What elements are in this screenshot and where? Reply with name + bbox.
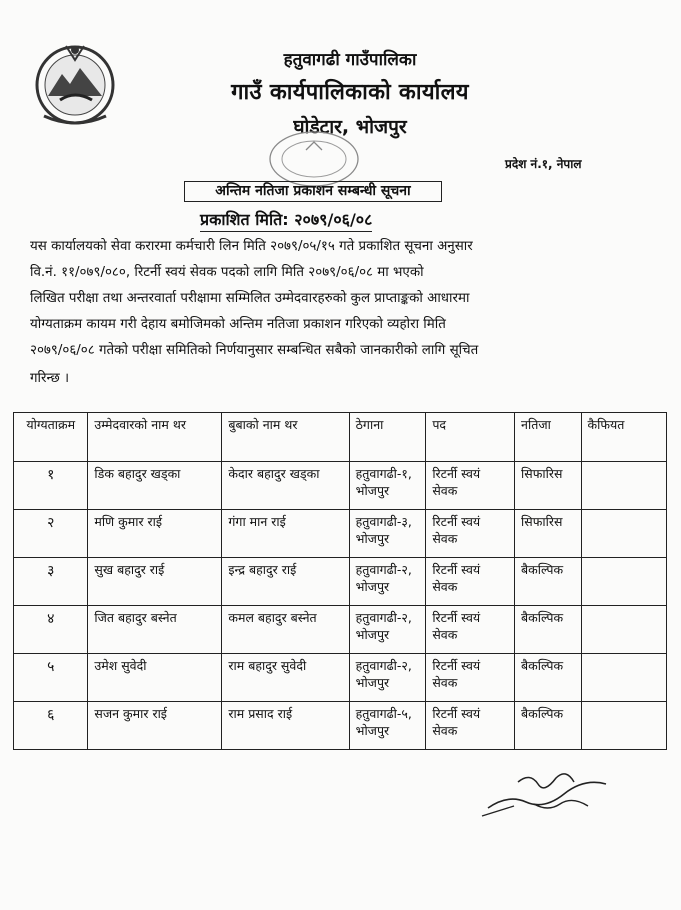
body-line: वि.नं. ११/०७९/०८०, रिटर्नी स्वयं सेवक पदको लागि मिति २०७९/०६/०८ मा भएको xyxy=(30,265,424,280)
header-remarks: कैफियत xyxy=(581,413,666,462)
body-line: लिखित परीक्षा तथा अन्तरवार्ता परीक्षामा सम्मिलित उम्मेदवारहरुको कुल प्राप्ताङ्कको आधारमा xyxy=(30,291,470,306)
remarks-cell xyxy=(581,702,666,750)
name-cell: सुख बहादुर राई xyxy=(88,558,222,606)
notice-title: अन्तिम नतिजा प्रकाशन सम्बन्धी सूचना xyxy=(184,181,442,202)
table-row xyxy=(14,702,667,750)
name-cell: सजन कुमार राई xyxy=(88,702,222,750)
rank-cell: २ xyxy=(14,510,88,558)
address-cell: हतुवागढी-२, भोजपुर xyxy=(349,606,426,654)
remarks-cell xyxy=(581,558,666,606)
office-location: घोडेटार, भोजपुर xyxy=(293,116,407,138)
post-cell: रिटर्नी स्वयं सेवक xyxy=(426,558,515,606)
table-row xyxy=(14,654,667,702)
province-label: प्रदेश नं.१, नेपाल xyxy=(505,157,582,171)
father-cell: केदार बहादुर खड्का xyxy=(222,462,349,510)
header-candidate: उम्मेदवारको नाम थर xyxy=(88,413,222,462)
remarks-cell xyxy=(581,654,666,702)
body-line: योग्यताक्रम कायम गरी देहाय बमोजिमको अन्तिम नतिजा प्रकाशन गरिएको व्यहोरा मिति xyxy=(30,317,446,332)
post-cell: रिटर्नी स्वयं सेवक xyxy=(426,702,515,750)
result-cell: सिफारिस xyxy=(515,462,581,510)
table-row xyxy=(14,606,667,654)
body-line: गरिन्छ । xyxy=(30,371,70,386)
rank-cell: १ xyxy=(14,462,88,510)
results-table xyxy=(13,412,667,750)
rank-cell: ५ xyxy=(14,654,88,702)
post-cell: रिटर्नी स्वयं सेवक xyxy=(426,654,515,702)
header-address: ठेगाना xyxy=(349,413,426,462)
nepal-emblem-icon xyxy=(30,38,120,128)
address-cell: हतुवागढी-२, भोजपुर xyxy=(349,654,426,702)
result-cell: बैकल्पिक xyxy=(515,654,581,702)
result-cell: बैकल्पिक xyxy=(515,702,581,750)
address-cell: हतुवागढी-१, भोजपुर xyxy=(349,462,426,510)
table-row xyxy=(14,462,667,510)
result-cell: सिफारिस xyxy=(515,510,581,558)
header-post: पद xyxy=(426,413,515,462)
header-rank: योग्यताक्रम xyxy=(14,413,88,462)
published-date: प्रकाशित मिति: २०७९/०६/०८ xyxy=(200,208,372,232)
post-cell: रिटर्नी स्वयं सेवक xyxy=(426,606,515,654)
municipality-name: हतुवागढी गाउँपालिका xyxy=(283,50,417,70)
remarks-cell xyxy=(581,606,666,654)
body-line: यस कार्यालयको सेवा करारमा कर्मचारी लिन मिति २०७९/०५/१५ गते प्रकाशित सूचना अनुसार xyxy=(30,239,473,254)
father-cell: राम प्रसाद राई xyxy=(222,702,349,750)
remarks-cell xyxy=(581,510,666,558)
signature-icon xyxy=(478,764,618,824)
result-cell: बैकल्पिक xyxy=(515,558,581,606)
name-cell: उमेश सुवेदी xyxy=(88,654,222,702)
rank-cell: ४ xyxy=(14,606,88,654)
table-row xyxy=(14,510,667,558)
address-cell: हतुवागढी-५, भोजपुर xyxy=(349,702,426,750)
father-cell: गंगा मान राई xyxy=(222,510,349,558)
remarks-cell xyxy=(581,462,666,510)
address-cell: हतुवागढी-३, भोजपुर xyxy=(349,510,426,558)
table-header-row xyxy=(14,413,667,462)
body-line: २०७९/०६/०८ गतेको परीक्षा समितिको निर्णयानुसार सम्बन्धित सबैको जानकारीको लागि सूचित xyxy=(30,343,479,358)
post-cell: रिटर्नी स्वयं सेवक xyxy=(426,462,515,510)
post-cell: रिटर्नी स्वयं सेवक xyxy=(426,510,515,558)
father-cell: कमल बहादुर बस्नेत xyxy=(222,606,349,654)
address-cell: हतुवागढी-२, भोजपुर xyxy=(349,558,426,606)
header-result: नतिजा xyxy=(515,413,581,462)
result-cell: बैकल्पिक xyxy=(515,606,581,654)
name-cell: डिक बहादुर खड्का xyxy=(88,462,222,510)
name-cell: मणि कुमार राई xyxy=(88,510,222,558)
name-cell: जित बहादुर बस्नेत xyxy=(88,606,222,654)
rank-cell: ६ xyxy=(14,702,88,750)
rank-cell: ३ xyxy=(14,558,88,606)
table-row xyxy=(14,558,667,606)
father-cell: राम बहादुर सुवेदी xyxy=(222,654,349,702)
father-cell: इन्द्र बहादुर राई xyxy=(222,558,349,606)
office-name: गाउँ कार्यपालिकाको कार्यालय xyxy=(231,80,469,105)
header-father: बुबाको नाम थर xyxy=(222,413,349,462)
